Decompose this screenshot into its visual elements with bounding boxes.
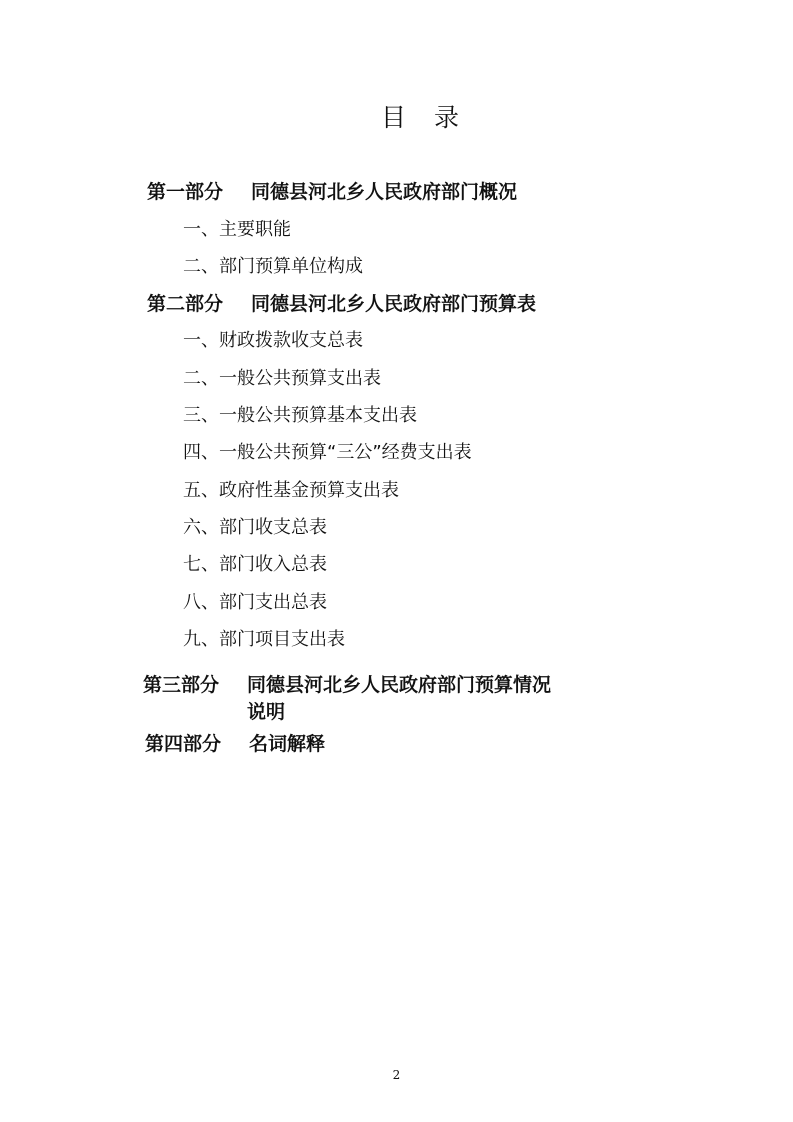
part-2-heading[interactable] xyxy=(147,292,536,316)
toc-item[interactable]: 五、政府性基金预算支出表 xyxy=(183,480,399,501)
part-1-name: 第一部分 xyxy=(147,181,224,203)
part-1-heading[interactable] xyxy=(147,180,517,204)
part-4-title: 名词解释 xyxy=(249,733,326,755)
part-3-heading[interactable] xyxy=(143,673,552,723)
toc-item[interactable]: 七、部门收入总表 xyxy=(183,554,327,575)
toc-item[interactable]: 三、一般公共预算基本支出表 xyxy=(183,405,417,426)
toc-title-char1: 目 xyxy=(380,103,406,132)
toc-item[interactable]: 二、部门预算单位构成 xyxy=(183,256,363,277)
part-4-heading[interactable] xyxy=(145,732,325,756)
page-number: 2 xyxy=(392,1068,401,1082)
toc-item[interactable]: 二、一般公共预算支出表 xyxy=(183,368,381,389)
part-4-name: 第四部分 xyxy=(145,733,222,755)
toc-item[interactable]: 九、部门项目支出表 xyxy=(183,629,345,650)
toc-title xyxy=(0,98,793,134)
part-2-name: 第二部分 xyxy=(147,293,224,315)
toc-item[interactable]: 四、一般公共预算“三公”经费支出表 xyxy=(183,442,472,463)
toc-item[interactable]: 一、财政拨款收支总表 xyxy=(183,330,363,351)
part-3-name: 第三部分 xyxy=(143,674,220,696)
part-3-title: 同德县河北乡人民政府部门预算情况 xyxy=(247,674,552,696)
toc-title-char2: 录 xyxy=(434,103,460,132)
toc-item[interactable]: 一、主要职能 xyxy=(183,219,291,240)
part-2-title: 同德县河北乡人民政府部门预算表 xyxy=(251,293,537,315)
toc-item[interactable]: 六、部门收支总表 xyxy=(183,517,327,538)
part-3-title-cont: 说明 xyxy=(247,701,286,723)
toc-item[interactable]: 八、部门支出总表 xyxy=(183,592,327,613)
part-1-title: 同德县河北乡人民政府部门概况 xyxy=(251,181,518,203)
